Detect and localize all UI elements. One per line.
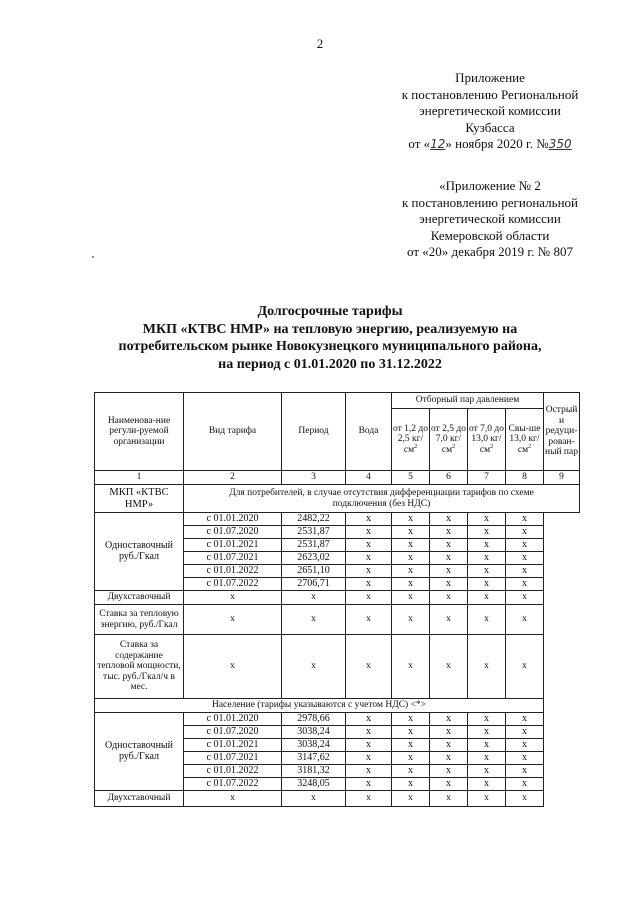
x-cell: х	[468, 713, 506, 726]
x-cell: х	[346, 565, 392, 578]
x-cell: х	[468, 765, 506, 778]
x-cell: х	[392, 578, 430, 591]
x-cell: х	[468, 791, 506, 807]
title-line3: потребительском рынке Новокузнецкого муниципального района,	[118, 339, 542, 354]
annex-current-line3: энергетической комиссии	[419, 103, 561, 118]
x-cell: х	[468, 539, 506, 552]
x-cell: х	[346, 635, 392, 699]
x-cell: х	[430, 565, 468, 578]
header-steam-7-0-text: от 7,0 до 13,0 кг/см	[469, 423, 504, 455]
period-cell: с 01.07.2022	[184, 778, 282, 791]
x-cell: х	[468, 565, 506, 578]
x-cell: х	[392, 765, 430, 778]
period-cell: с 01.01.2020	[184, 713, 282, 726]
header-steam-1-2	[392, 409, 430, 471]
x-cell: х	[346, 739, 392, 752]
period-cell: с 01.07.2020	[184, 726, 282, 739]
water-cell: 2706,71	[282, 578, 346, 591]
x-cell: х	[346, 765, 392, 778]
x-cell: х	[506, 591, 544, 605]
x-cell: х	[430, 526, 468, 539]
x-cell: х	[506, 713, 544, 726]
x-cell: х	[430, 713, 468, 726]
x-cell: х	[392, 526, 430, 539]
x-cell: х	[430, 726, 468, 739]
single-rate-label: Одноставочный руб./Гкал	[95, 513, 184, 591]
annex-current-date-middle: » ноября 2020 г. №	[445, 136, 549, 151]
annex-current-line4: Кузбасса	[465, 119, 515, 135]
two-rate-label: Двухставочный	[95, 791, 184, 807]
period-cell: с 01.01.2021	[184, 539, 282, 552]
x-cell: х	[346, 778, 392, 791]
x-cell: х	[430, 591, 468, 605]
two-rate-label: Двухставочный	[95, 591, 184, 605]
x-cell: х	[506, 635, 544, 699]
superscript-2: 2	[452, 443, 456, 450]
table-row	[95, 713, 580, 726]
annex-current-date	[370, 136, 610, 153]
x-cell: х	[392, 713, 430, 726]
header-sharp-steam: Острый и редуци-рован-ный пар	[544, 393, 580, 471]
x-cell: х	[506, 726, 544, 739]
x-cell: х	[184, 791, 282, 807]
header-water: Вода	[346, 393, 392, 471]
header-steam-7-0	[468, 409, 506, 471]
table-row	[95, 605, 580, 635]
x-cell: х	[184, 591, 282, 605]
section-consumers: Для потребителей, в случае отсутствия дифференциации тарифов по схеме подключения (без НДС)	[184, 485, 580, 513]
header-steam-13-text: Свы-ше 13,0 кг/см	[508, 423, 541, 455]
column-number: 4	[346, 471, 392, 485]
header-org: Наименова-ние регули-руемой организации	[95, 393, 184, 471]
header-period: Период	[282, 393, 346, 471]
period-cell: с 01.01.2022	[184, 765, 282, 778]
x-cell: х	[430, 552, 468, 565]
superscript-2: 2	[414, 443, 418, 450]
water-cell: 3248,05	[282, 778, 346, 791]
x-cell: х	[506, 552, 544, 565]
water-cell: 2531,87	[282, 526, 346, 539]
period-cell: с 01.01.2022	[184, 565, 282, 578]
period-cell: с 01.07.2021	[184, 752, 282, 765]
x-cell: х	[430, 539, 468, 552]
x-cell: х	[282, 791, 346, 807]
water-cell: 2651,10	[282, 565, 346, 578]
superscript-2: 2	[490, 443, 494, 450]
rate-capacity-label: Ставка за содержание тепловой мощности, тыс. руб./Гкал/ч в мес.	[95, 635, 184, 699]
title-line4: на период с 01.01.2020 по 31.12.2022	[218, 356, 442, 372]
x-cell: х	[392, 752, 430, 765]
header-tariff-type: Вид тарифа	[184, 393, 282, 471]
x-cell: х	[282, 635, 346, 699]
water-cell: 3038,24	[282, 726, 346, 739]
x-cell: х	[430, 605, 468, 635]
table-row	[95, 791, 580, 807]
x-cell: х	[506, 539, 544, 552]
x-cell: х	[346, 791, 392, 807]
water-cell: 2531,87	[282, 539, 346, 552]
water-cell: 3038,24	[282, 739, 346, 752]
x-cell: х	[430, 513, 468, 526]
column-numbers-row	[95, 471, 580, 485]
column-number: 2	[184, 471, 282, 485]
x-cell: х	[468, 513, 506, 526]
annex-previous-line4: Кемеровской области	[430, 227, 550, 243]
x-cell: х	[468, 752, 506, 765]
x-cell: х	[506, 526, 544, 539]
table-row	[95, 635, 580, 699]
x-cell: х	[346, 752, 392, 765]
annex-current-line1: Приложение	[455, 70, 525, 85]
x-cell: х	[468, 739, 506, 752]
superscript-2: 2	[528, 443, 532, 450]
annex-previous-line2: к постановлению региональной	[401, 194, 578, 210]
period-cell: с 01.07.2020	[184, 526, 282, 539]
x-cell: х	[430, 635, 468, 699]
tariff-table	[94, 392, 580, 807]
header-steam-2-5	[430, 409, 468, 471]
column-number: 5	[392, 471, 430, 485]
x-cell: х	[392, 565, 430, 578]
column-number: 9	[544, 471, 580, 485]
single-rate-label: Одноставочный руб./Гкал	[95, 713, 184, 791]
header-steam-13	[506, 409, 544, 471]
water-cell: 3147,62	[282, 752, 346, 765]
x-cell: х	[506, 765, 544, 778]
x-cell: х	[506, 513, 544, 526]
x-cell: х	[506, 578, 544, 591]
x-cell: х	[468, 635, 506, 699]
x-cell: х	[392, 605, 430, 635]
column-number: 1	[95, 471, 184, 485]
x-cell: х	[184, 635, 282, 699]
x-cell: х	[468, 578, 506, 591]
header-steam-group: Отборный пар давлением	[392, 393, 544, 409]
x-cell: х	[392, 635, 430, 699]
x-cell: х	[468, 778, 506, 791]
annex-previous-line3: энергетической комиссии	[419, 211, 561, 226]
x-cell: х	[346, 539, 392, 552]
x-cell: х	[468, 526, 506, 539]
x-cell: х	[506, 605, 544, 635]
x-cell: х	[506, 739, 544, 752]
period-cell: с 01.07.2022	[184, 578, 282, 591]
water-cell: 3181,32	[282, 765, 346, 778]
x-cell: х	[430, 739, 468, 752]
x-cell: х	[430, 765, 468, 778]
water-cell: 2978,66	[282, 713, 346, 726]
x-cell: х	[506, 791, 544, 807]
x-cell: х	[184, 605, 282, 635]
x-cell: х	[430, 778, 468, 791]
x-cell: х	[468, 726, 506, 739]
x-cell: х	[346, 591, 392, 605]
x-cell: х	[392, 591, 430, 605]
x-cell: х	[346, 578, 392, 591]
header-steam-2-5-text: от 2,5 до 7,0 кг/см	[431, 423, 466, 455]
water-cell: 2623,02	[282, 552, 346, 565]
column-number: 3	[282, 471, 346, 485]
table-row	[95, 513, 580, 526]
x-cell: х	[468, 552, 506, 565]
x-cell: х	[346, 605, 392, 635]
x-cell: х	[468, 605, 506, 635]
period-cell: с 01.07.2021	[184, 552, 282, 565]
section-population: Население (тарифы указываются с учетом НДС) <*>	[95, 699, 544, 713]
x-cell: х	[346, 552, 392, 565]
annex-current-day: 12	[430, 137, 446, 151]
x-cell: х	[506, 778, 544, 791]
annex-previous-line1: «Приложение № 2	[439, 178, 541, 193]
column-number: 7	[468, 471, 506, 485]
annex-current-line2: к постановлению Региональной	[401, 86, 579, 102]
annex-previous-line5: от «20» декабря 2019 г. № 807	[407, 244, 573, 259]
rate-energy-label: Ставка за тепловую энергию, руб./Гкал	[95, 605, 184, 635]
x-cell: х	[346, 513, 392, 526]
x-cell: х	[506, 752, 544, 765]
title-line2: МКП «КТВС НМР» на тепловую энергию, реализуемую на	[142, 321, 518, 337]
x-cell: х	[346, 526, 392, 539]
header-steam-1-2-text: от 1,2 до 2,5 кг/см	[393, 423, 428, 455]
population-rows	[95, 713, 580, 807]
page-number: 2	[316, 36, 324, 51]
x-cell: х	[392, 539, 430, 552]
table-row	[95, 591, 580, 605]
water-cell: 2482,22	[282, 513, 346, 526]
title-line1: Долгосрочные тарифы	[257, 304, 403, 319]
x-cell: х	[392, 552, 430, 565]
x-cell: х	[392, 739, 430, 752]
x-cell: х	[282, 605, 346, 635]
x-cell: х	[346, 726, 392, 739]
consumers-rows	[95, 513, 580, 699]
x-cell: х	[430, 578, 468, 591]
x-cell: х	[430, 752, 468, 765]
x-cell: х	[392, 791, 430, 807]
annex-current-block	[370, 70, 610, 153]
annex-current-date-prefix: от «	[408, 136, 431, 151]
x-cell: х	[468, 591, 506, 605]
x-cell: х	[392, 513, 430, 526]
column-number: 8	[506, 471, 544, 485]
column-number: 6	[430, 471, 468, 485]
x-cell: х	[430, 791, 468, 807]
organization-name: МКП «КТВС НМР»	[95, 485, 184, 513]
document-title	[60, 303, 600, 373]
x-cell: х	[282, 591, 346, 605]
x-cell: х	[506, 565, 544, 578]
period-cell: с 01.01.2020	[184, 513, 282, 526]
annex-current-number: 350	[548, 137, 572, 151]
x-cell: х	[392, 778, 430, 791]
scan-speck	[92, 256, 94, 258]
period-cell: с 01.01.2021	[184, 739, 282, 752]
annex-previous-block	[370, 178, 610, 261]
x-cell: х	[346, 713, 392, 726]
x-cell: х	[392, 726, 430, 739]
